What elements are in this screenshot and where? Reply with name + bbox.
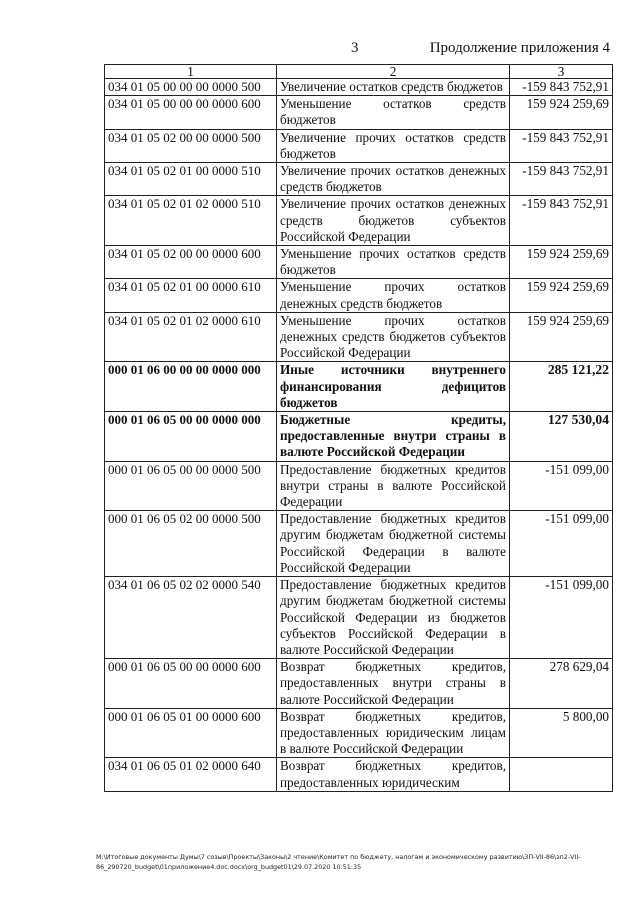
amount-cell: -159 843 752,91	[510, 196, 613, 246]
amount-cell: -151 099,00	[510, 461, 613, 511]
amount-cell: -151 099,00	[510, 511, 613, 577]
continuation-label: Продолжение приложения 4	[429, 40, 610, 56]
name-cell: Иные источники внутреннего финансирования дефицитов бюджетов	[277, 362, 510, 412]
amount-cell: 159 924 259,69	[510, 246, 613, 279]
amount-cell: -159 843 752,91	[510, 79, 613, 96]
name-cell: Возврат бюджетных кредитов, предоставленных юридическим лицам в валюте Российской Федерации	[277, 708, 510, 758]
name-cell: Предоставление бюджетных кредитов внутри страны в валюте Российской Федерации	[277, 461, 510, 511]
column-header-1: 1	[105, 65, 277, 79]
amount-cell: 278 629,04	[510, 659, 613, 709]
code-cell: 000 01 06 00 00 00 0000 000	[105, 362, 277, 412]
page-header	[0, 40, 640, 60]
name-cell: Возврат бюджетных кредитов, предоставленных юридическим	[277, 758, 510, 791]
file-path-footer	[96, 852, 616, 872]
table-row	[105, 461, 613, 511]
code-cell: 000 01 06 05 00 00 0000 000	[105, 412, 277, 462]
footer-line-2: 86_290720_budget\01приложение4.doc.docx\org_budget01\29.07.2020 10:51:35	[96, 863, 362, 871]
footer-line-1: М:\Итоговые документы Думы\7 созыв\Проекты\Законы\2 чтение\Комитет по бюджету, налогам и экономическому развитию\ЗП-VII-86\зп2-VII-	[96, 853, 581, 861]
name-cell: Предоставление бюджетных кредитов другим бюджетам бюджетной системы Российской Федерации из бюджетов субъектов Российской Федерации в валюте Российской Федерации	[277, 577, 510, 659]
table-row	[105, 708, 613, 758]
name-cell: Увеличение прочих остатков средств бюджетов	[277, 129, 510, 162]
table-row	[105, 129, 613, 162]
code-cell: 034 01 05 02 00 00 0000 500	[105, 129, 277, 162]
name-cell: Уменьшение прочих остатков денежных средств бюджетов	[277, 279, 510, 312]
amount-cell: -159 843 752,91	[510, 129, 613, 162]
code-cell: 034 01 06 05 02 02 0000 540	[105, 577, 277, 659]
name-cell: Бюджетные кредиты, предоставленные внутри страны в валюте Российской Федерации	[277, 412, 510, 462]
table-row	[105, 412, 613, 462]
code-cell: 034 01 05 00 00 00 0000 600	[105, 96, 277, 129]
code-cell: 034 01 05 00 00 00 0000 500	[105, 79, 277, 96]
table-row	[105, 79, 613, 96]
name-cell: Уменьшение прочих остатков денежных средств бюджетов субъектов Российской Федерации	[277, 312, 510, 362]
table-header-row	[105, 65, 613, 79]
table-row	[105, 659, 613, 709]
code-cell: 000 01 06 05 00 00 0000 500	[105, 461, 277, 511]
table-row	[105, 96, 613, 129]
code-cell: 000 01 06 05 01 00 0000 600	[105, 708, 277, 758]
table-body	[105, 79, 613, 792]
table-row	[105, 362, 613, 412]
name-cell: Увеличение остатков средств бюджетов	[277, 79, 510, 96]
table-row	[105, 196, 613, 246]
column-header-2: 2	[277, 65, 510, 79]
name-cell: Уменьшение остатков средств бюджетов	[277, 96, 510, 129]
table-row	[105, 758, 613, 791]
name-cell: Уменьшение прочих остатков средств бюджетов	[277, 246, 510, 279]
table-row	[105, 312, 613, 362]
amount-cell: 159 924 259,69	[510, 96, 613, 129]
table-row	[105, 279, 613, 312]
amount-cell: -151 099,00	[510, 577, 613, 659]
code-cell: 034 01 06 05 01 02 0000 640	[105, 758, 277, 791]
code-cell: 034 01 05 02 01 02 0000 610	[105, 312, 277, 362]
amount-cell: 159 924 259,69	[510, 312, 613, 362]
table-row	[105, 163, 613, 196]
page-number: 3	[351, 40, 359, 56]
amount-cell: 285 121,22	[510, 362, 613, 412]
code-cell: 034 01 05 02 01 00 0000 510	[105, 163, 277, 196]
name-cell: Увеличение прочих остатков денежных средств бюджетов	[277, 163, 510, 196]
name-cell: Предоставление бюджетных кредитов другим бюджетам бюджетной системы Российской Федерации в валюте Российской Федерации	[277, 511, 510, 577]
code-cell: 000 01 06 05 02 00 0000 500	[105, 511, 277, 577]
name-cell: Возврат бюджетных кредитов, предоставленных внутри страны в валюте Российской Федерации	[277, 659, 510, 709]
amount-cell	[510, 758, 613, 791]
code-cell: 034 01 05 02 01 00 0000 610	[105, 279, 277, 312]
code-cell: 034 01 05 02 00 00 0000 600	[105, 246, 277, 279]
code-cell: 000 01 06 05 00 00 0000 600	[105, 659, 277, 709]
column-header-3: 3	[510, 65, 613, 79]
name-cell: Увеличение прочих остатков денежных средств бюджетов субъектов Российской Федерации	[277, 196, 510, 246]
table-row	[105, 577, 613, 659]
code-cell: 034 01 05 02 01 02 0000 510	[105, 196, 277, 246]
table-row	[105, 246, 613, 279]
amount-cell: -159 843 752,91	[510, 163, 613, 196]
amount-cell: 159 924 259,69	[510, 279, 613, 312]
sources-table	[104, 64, 613, 792]
amount-cell: 127 530,04	[510, 412, 613, 462]
amount-cell: 5 800,00	[510, 708, 613, 758]
table-row	[105, 511, 613, 577]
